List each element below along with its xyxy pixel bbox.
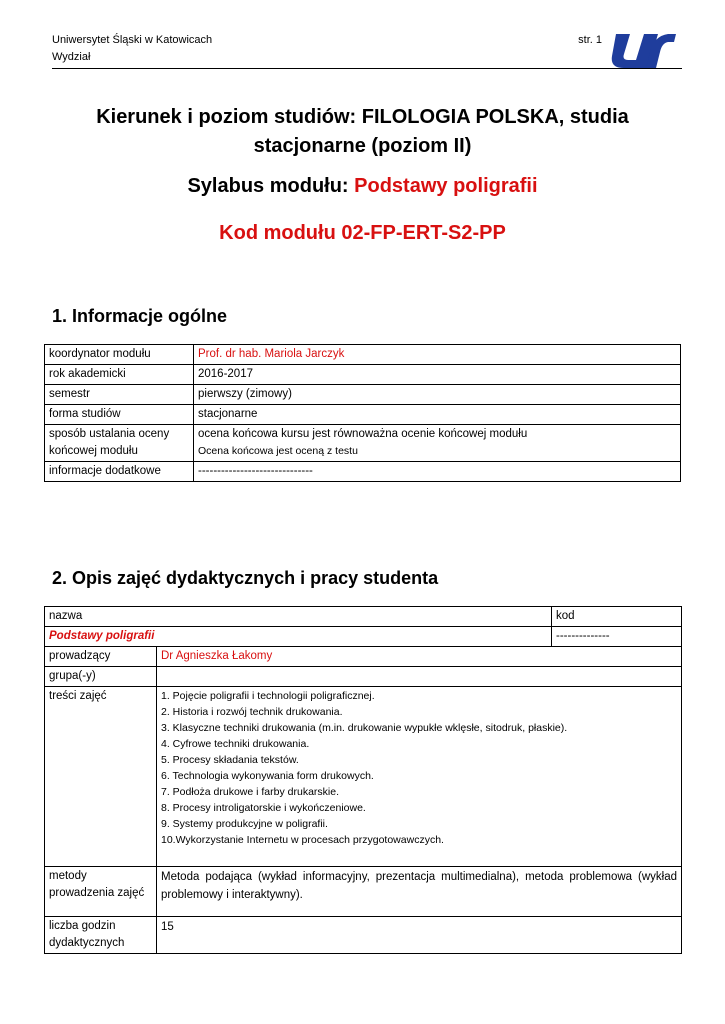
table-cell-value: ------------------------------ [194,462,681,482]
table-row [45,405,681,425]
course-description-table [44,606,682,954]
methods-label: metody prowadzenia zajęć [45,867,157,917]
table-row [45,627,682,647]
methods-value: Metoda podająca (wykład informacyjny, prezentacja multimedialna), metoda problemowa (wykład problemowy i interaktywny). [157,867,682,917]
section-1-heading: 1. Informacje ogólne [52,306,228,326]
table-row [45,365,681,385]
list-item: 7. Podłoża drukowe i farby drukarskie. [161,786,340,798]
name-label: nazwa [45,607,552,627]
table-row [45,917,682,954]
table-row [45,345,681,365]
table-row [45,607,682,627]
module-prefix: Sylabus modułu: [187,175,349,197]
general-info-table [44,344,681,482]
list-item: 9. Systemy produkcyjne w poligrafii. [161,818,328,830]
university-name: Uniwersytet Śląski w Katowicach [52,34,213,46]
table-cell-label: koordynator modułu [45,345,194,365]
table-cell-label: forma studiów [45,405,194,425]
code-label: kod [552,607,682,627]
lecturer-label: prowadzący [45,647,157,667]
table-cell-value: 2016-2017 [194,365,681,385]
page-header [52,34,682,70]
topics-list [157,687,682,867]
grading-description: ocena końcowa kursu jest równoważna ocenie końcowej modułu [198,428,528,440]
group-label: grupa(-y) [45,667,157,687]
list-item: 1. Pojęcie poligrafii i technologii poligraficznej. [161,690,375,702]
content-label: treści zajęć [45,687,157,867]
list-item: 2. Historia i rozwój technik drukowania. [161,706,343,718]
table-row [45,667,682,687]
lecturer-value: Dr Agnieszka Łakomy [157,647,682,667]
grading-note: Ocena końcowa jest oceną z testu [198,445,358,457]
course-name: Podstawy poligrafii [45,627,552,647]
table-cell-value: pierwszy (zimowy) [194,385,681,405]
hours-value: 15 [157,917,682,954]
title-line-1: Kierunek i poziom studiów: FILOLOGIA POLSKA, studia [96,106,629,128]
table-cell-label: sposób ustalania oceny końcowej modułu [45,425,194,462]
course-code: -------------- [552,627,682,647]
faculty-name: Wydział [52,51,91,63]
hours-label: liczba godzin dydaktycznych [45,917,157,954]
table-cell-label: semestr [45,385,194,405]
list-item: 6. Technologia wykonywania form drukowych. [161,770,374,782]
section-2-heading: 2. Opis zajęć dydaktycznych i pracy studenta [52,568,439,588]
title-line-2: stacjonarne (poziom II) [253,135,472,157]
table-row [45,647,682,667]
coordinator-value: Prof. dr hab. Mariola Jarczyk [194,345,681,365]
page-number: str. 1 [578,34,602,46]
list-item: 5. Procesy składania tekstów. [161,754,299,766]
group-value [157,667,682,687]
list-item: 10.Wykorzystanie Internetu w procesach przygotowawczych. [161,834,444,846]
table-row [45,462,681,482]
module-heading [60,175,665,198]
table-row [45,425,681,462]
header-rule [52,68,682,69]
list-item: 4. Cyfrowe techniki drukowania. [161,738,310,750]
table-row [45,867,682,917]
table-row [45,687,682,867]
module-name: Podstawy poligrafii [354,175,538,197]
table-cell-label: rok akademicki [45,365,194,385]
university-logo-icon [610,28,676,72]
list-item: 8. Procesy introligatorskie i wykończeniowe. [161,802,366,814]
table-row [45,385,681,405]
list-item: 3. Klasyczne techniki drukowania (m.in. drukowanie wypukłe wklęsłe, sitodruk, płaskie). [161,722,568,734]
table-cell-value: stacjonarne [194,405,681,425]
table-cell-value [194,425,681,462]
document-title [60,103,665,161]
table-cell-label: informacje dodatkowe [45,462,194,482]
module-code: Kod modułu 02-FP-ERT-S2-PP [219,222,506,244]
